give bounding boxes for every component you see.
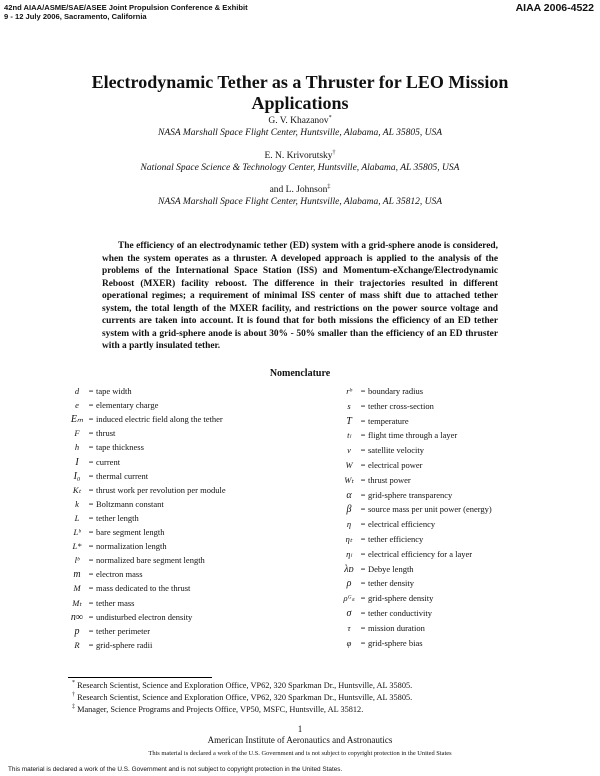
nomenclature-symbol: h bbox=[74, 442, 80, 453]
author-2-affiliation: National Space Science & Technology Center, Huntsville, Alabama, AL 35805, USA bbox=[140, 163, 460, 173]
nomenclature-symbol: ρ bbox=[346, 578, 352, 590]
equals-sign: = bbox=[88, 583, 94, 594]
equals-sign: = bbox=[360, 400, 366, 411]
nomenclature-definition: thermal current bbox=[96, 470, 149, 481]
equals-sign: = bbox=[360, 430, 366, 441]
equals-sign: = bbox=[88, 470, 94, 481]
nomenclature-symbol: Kₜ bbox=[72, 484, 82, 495]
nomenclature-symbol: rᵇ bbox=[346, 386, 352, 396]
equals-sign: = bbox=[360, 622, 366, 633]
nomenclature-symbol: T bbox=[346, 415, 352, 427]
nomenclature-symbol: ρᴳₛ bbox=[343, 593, 355, 604]
nomenclature-definition: Debye length bbox=[368, 563, 414, 574]
nomenclature-entry bbox=[340, 503, 492, 515]
footnote-2-mark: † bbox=[72, 692, 75, 699]
nomenclature-symbol: ηₗ bbox=[346, 548, 352, 559]
nomenclature-entry bbox=[68, 597, 134, 609]
nomenclature-symbol: φ bbox=[346, 637, 352, 648]
abstract-text: The efficiency of an electrodynamic tether (ED) system with a grid-sphere anode is considered, when the system operates as a thruster. A developed approach is applied to the analysis of the problems of the International Space Station (ISS) and Momentum-eXchange/Electrodynamic Reboost (MXER) facility reboost. The difference in their trajectories resulted in different operational regimes; a requirement of minimal ISS center of mass shift due to attached tether system, the total length of the MXER facility, and restrictions on the power source voltage and currents are taken into account. It is found that for both missions the efficiency of an ED tether system with a grid-sphere anode is about 30% - 50% smaller than the efficiency of an ED thruster with a partly insulated tether. bbox=[102, 241, 498, 351]
nomenclature-definition: current bbox=[96, 456, 121, 467]
nomenclature-symbol: W bbox=[345, 460, 353, 470]
paper-id: AIAA 2006-4522 bbox=[515, 2, 594, 14]
nomenclature-symbol: ηₜ bbox=[345, 534, 353, 544]
author-1 bbox=[60, 116, 540, 126]
nomenclature-symbol: R bbox=[74, 639, 80, 650]
equals-sign: = bbox=[88, 428, 94, 439]
nomenclature-symbol: s bbox=[347, 400, 351, 411]
nomenclature-entry bbox=[68, 470, 148, 482]
nomenclature-entry bbox=[68, 540, 167, 552]
nomenclature-entry bbox=[68, 413, 223, 425]
nomenclature-definition: grid-sphere density bbox=[368, 593, 434, 604]
equals-sign: = bbox=[88, 512, 94, 523]
footnote-2-text: Research Scientist, Science and Exploration Office, VP62, 320 Sparkman Dr., Huntsville, AL 35805. bbox=[77, 693, 413, 702]
footnote-1-mark: * bbox=[72, 680, 75, 687]
nomenclature-entry bbox=[68, 484, 226, 496]
footnote-1 bbox=[72, 681, 412, 690]
nomenclature-entry bbox=[340, 459, 423, 471]
nomenclature-definition: Boltzmann constant bbox=[96, 498, 164, 509]
nomenclature-entry bbox=[340, 429, 457, 441]
nomenclature-definition: satellite velocity bbox=[368, 445, 424, 456]
nomenclature-definition: induced electric field along the tether bbox=[96, 414, 223, 425]
equals-sign: = bbox=[88, 639, 94, 650]
nomenclature-definition: flight time through a layer bbox=[368, 430, 458, 441]
nomenclature-definition: temperature bbox=[368, 415, 409, 426]
nomenclature-entry bbox=[340, 489, 452, 501]
nomenclature-definition: normalization length bbox=[96, 541, 167, 552]
equals-sign: = bbox=[360, 519, 366, 530]
nomenclature-entry bbox=[68, 441, 144, 453]
nomenclature-symbol: k bbox=[75, 498, 79, 509]
equals-sign: = bbox=[360, 578, 366, 589]
equals-sign: = bbox=[360, 489, 366, 500]
nomenclature-entry bbox=[340, 577, 414, 589]
equals-sign: = bbox=[360, 637, 366, 648]
nomenclature-heading: Nomenclature bbox=[269, 368, 331, 379]
footnote-rule bbox=[68, 677, 212, 678]
nomenclature-definition: tether perimeter bbox=[96, 625, 151, 636]
nomenclature-definition: tape thickness bbox=[96, 442, 144, 453]
nomenclature-definition: mass dedicated to the thrust bbox=[96, 583, 191, 594]
nomenclature-definition: undisturbed electron density bbox=[96, 611, 193, 622]
nomenclature-definition: tether density bbox=[368, 578, 415, 589]
nomenclature-definition: thrust work per revolution per module bbox=[96, 484, 226, 495]
equals-sign: = bbox=[88, 456, 94, 467]
footnote-3 bbox=[72, 705, 363, 714]
nomenclature-definition: normalized bare segment length bbox=[96, 555, 205, 566]
equals-sign: = bbox=[360, 474, 366, 485]
equals-sign: = bbox=[88, 597, 94, 608]
equals-sign: = bbox=[360, 445, 366, 456]
nomenclature-definition: tether mass bbox=[96, 597, 135, 608]
nomenclature-symbol: I₀ bbox=[73, 470, 81, 482]
nomenclature-symbol: L* bbox=[72, 541, 82, 552]
nomenclature-entry bbox=[68, 568, 143, 580]
equals-sign: = bbox=[88, 400, 94, 411]
nomenclature-entry bbox=[340, 518, 435, 530]
equals-sign: = bbox=[88, 611, 94, 622]
author-1-affiliation: NASA Marshall Space Flight Center, Huntsville, Alabama, AL 35805, USA bbox=[157, 128, 443, 138]
nomenclature-entry bbox=[340, 563, 414, 575]
paper-title bbox=[60, 72, 540, 114]
nomenclature-definition: source mass per unit power (energy) bbox=[368, 504, 492, 515]
nomenclature-symbol: Lᵇ bbox=[73, 527, 81, 537]
equals-sign: = bbox=[360, 415, 366, 426]
nomenclature-entry bbox=[340, 533, 423, 545]
author-3 bbox=[60, 185, 540, 195]
nomenclature-definition: mission duration bbox=[368, 622, 425, 633]
equals-sign: = bbox=[360, 563, 366, 574]
footnote-2 bbox=[72, 693, 412, 702]
nomenclature-entry bbox=[68, 554, 205, 566]
nomenclature-entry bbox=[68, 427, 115, 439]
equals-sign: = bbox=[88, 569, 94, 580]
nomenclature-entry bbox=[340, 622, 425, 634]
nomenclature-definition: boundary radius bbox=[368, 386, 424, 396]
equals-sign: = bbox=[360, 534, 366, 544]
equals-sign: = bbox=[88, 625, 94, 636]
nomenclature-definition: grid-sphere transparency bbox=[368, 489, 453, 500]
author-3-affiliation: NASA Marshall Space Flight Center, Huntsville, Alabama, AL 35812, USA bbox=[157, 197, 443, 207]
nomenclature-definition: electron mass bbox=[96, 569, 143, 580]
equals-sign: = bbox=[360, 504, 366, 515]
nomenclature-entry bbox=[68, 611, 192, 623]
title-line-2: Applications bbox=[251, 93, 349, 113]
nomenclature-entry bbox=[68, 385, 132, 397]
conference-header bbox=[4, 3, 248, 21]
page-number: 1 bbox=[297, 724, 303, 734]
nomenclature-symbol: d bbox=[74, 386, 80, 396]
equals-sign: = bbox=[88, 541, 94, 552]
nomenclature-symbol: e bbox=[75, 400, 79, 411]
equals-sign: = bbox=[360, 460, 366, 470]
nomenclature-entry bbox=[340, 548, 472, 560]
nomenclature-symbol: β bbox=[346, 504, 352, 516]
nomenclature-symbol: n∞ bbox=[70, 611, 84, 623]
nomenclature-symbol: Mₜ bbox=[72, 597, 82, 608]
nomenclature-entry bbox=[68, 456, 120, 468]
nomenclature-symbol: I bbox=[75, 456, 79, 468]
equals-sign: = bbox=[360, 386, 366, 396]
nomenclature-symbol: Eₘ bbox=[70, 414, 84, 426]
nomenclature-entry bbox=[340, 385, 423, 397]
nomenclature-entry bbox=[340, 444, 424, 456]
nomenclature-symbol: L bbox=[74, 512, 80, 523]
nomenclature-definition: electrical efficiency for a layer bbox=[368, 548, 473, 559]
nomenclature-definition: tether length bbox=[96, 512, 139, 523]
nomenclature-symbol: F bbox=[74, 428, 80, 439]
nomenclature-symbol: τ bbox=[347, 622, 351, 633]
equals-sign: = bbox=[360, 548, 366, 559]
nomenclature-entry bbox=[340, 607, 432, 619]
nomenclature-entry bbox=[68, 582, 190, 594]
equals-sign: = bbox=[88, 386, 94, 396]
nomenclature-entry bbox=[68, 498, 164, 510]
author-2-name: E. N. Krivorutsky bbox=[264, 151, 333, 161]
nomenclature-entry bbox=[68, 639, 152, 651]
nomenclature-symbol: v bbox=[347, 445, 351, 456]
nomenclature-symbol: σ bbox=[346, 608, 352, 619]
nomenclature-entry bbox=[340, 637, 423, 649]
nomenclature-definition: tape width bbox=[96, 386, 132, 396]
bottom-copyright-notice: This material is declared a work of the U.S. Government and is not subject to copyright protection in the United States. bbox=[8, 766, 343, 773]
equals-sign: = bbox=[360, 608, 366, 618]
equals-sign: = bbox=[88, 484, 94, 495]
nomenclature-symbol: η bbox=[346, 519, 352, 530]
nomenclature-definition: grid-sphere bias bbox=[368, 637, 423, 648]
author-3-name: and L. Johnson bbox=[269, 185, 328, 195]
title-line-1: Electrodynamic Tether as a Thruster for LEO Mission bbox=[91, 72, 509, 92]
nomenclature-definition: grid-sphere radii bbox=[96, 639, 153, 650]
nomenclature-definition: thrust power bbox=[368, 474, 411, 485]
nomenclature-symbol: λᴅ bbox=[344, 563, 354, 575]
nomenclature-definition: tether cross-section bbox=[368, 400, 434, 411]
nomenclature-definition: thrust bbox=[96, 428, 116, 439]
nomenclature-entry bbox=[340, 415, 409, 427]
nomenclature-definition: electrical power bbox=[368, 460, 423, 470]
nomenclature-symbol: Wₜ bbox=[344, 474, 354, 485]
author-2-mark: † bbox=[332, 149, 336, 156]
nomenclature-entry bbox=[340, 474, 411, 486]
nomenclature-definition: elementary charge bbox=[96, 400, 159, 411]
nomenclature-entry bbox=[68, 512, 139, 524]
nomenclature-symbol: p bbox=[74, 625, 80, 637]
nomenclature-definition: tether conductivity bbox=[368, 608, 432, 618]
equals-sign: = bbox=[88, 498, 94, 509]
nomenclature-symbol: lᵇ bbox=[74, 555, 80, 566]
equals-sign: = bbox=[360, 593, 366, 604]
conference-line-1: 42nd AIAA/ASME/SAE/ASEE Joint Propulsion Conference & Exhibit bbox=[4, 3, 248, 12]
nomenclature-symbol: m bbox=[73, 569, 81, 581]
nomenclature-definition: tether efficiency bbox=[368, 534, 424, 544]
publisher-name: American Institute of Aeronautics and Astronautics bbox=[207, 735, 393, 745]
nomenclature-entry bbox=[68, 399, 158, 411]
author-1-mark: * bbox=[328, 114, 332, 121]
nomenclature-symbol: M bbox=[73, 583, 81, 594]
footnote-1-text: Research Scientist, Science and Exploration Office, VP62, 320 Sparkman Dr., Huntsville, AL 35805. bbox=[77, 681, 413, 690]
author-1-name: G. V. Khazanov bbox=[268, 116, 329, 126]
nomenclature-entry bbox=[68, 526, 164, 538]
copyright-notice: This material is declared a work of the U.S. Government and is not subject to copyright protection in the United States bbox=[148, 750, 452, 757]
nomenclature-entry bbox=[68, 625, 150, 637]
nomenclature-symbol: α bbox=[346, 489, 352, 501]
nomenclature-definition: electrical efficiency bbox=[368, 519, 436, 530]
nomenclature-definition: bare segment length bbox=[96, 527, 165, 537]
nomenclature-entry bbox=[340, 400, 434, 412]
equals-sign: = bbox=[88, 527, 94, 537]
equals-sign: = bbox=[88, 442, 94, 453]
author-2 bbox=[60, 151, 540, 161]
abstract bbox=[102, 240, 498, 353]
footnote-3-text: Manager, Science Programs and Projects Office, VP50, MSFC, Huntsville, AL 35812. bbox=[77, 705, 364, 714]
conference-line-2: 9 - 12 July 2006, Sacramento, California bbox=[4, 12, 147, 21]
footnote-3-mark: ‡ bbox=[72, 704, 75, 711]
equals-sign: = bbox=[88, 555, 94, 566]
nomenclature-symbol: tₗ bbox=[347, 430, 351, 441]
equals-sign: = bbox=[88, 414, 94, 425]
author-3-mark: ‡ bbox=[327, 183, 331, 190]
nomenclature-entry bbox=[340, 592, 433, 604]
